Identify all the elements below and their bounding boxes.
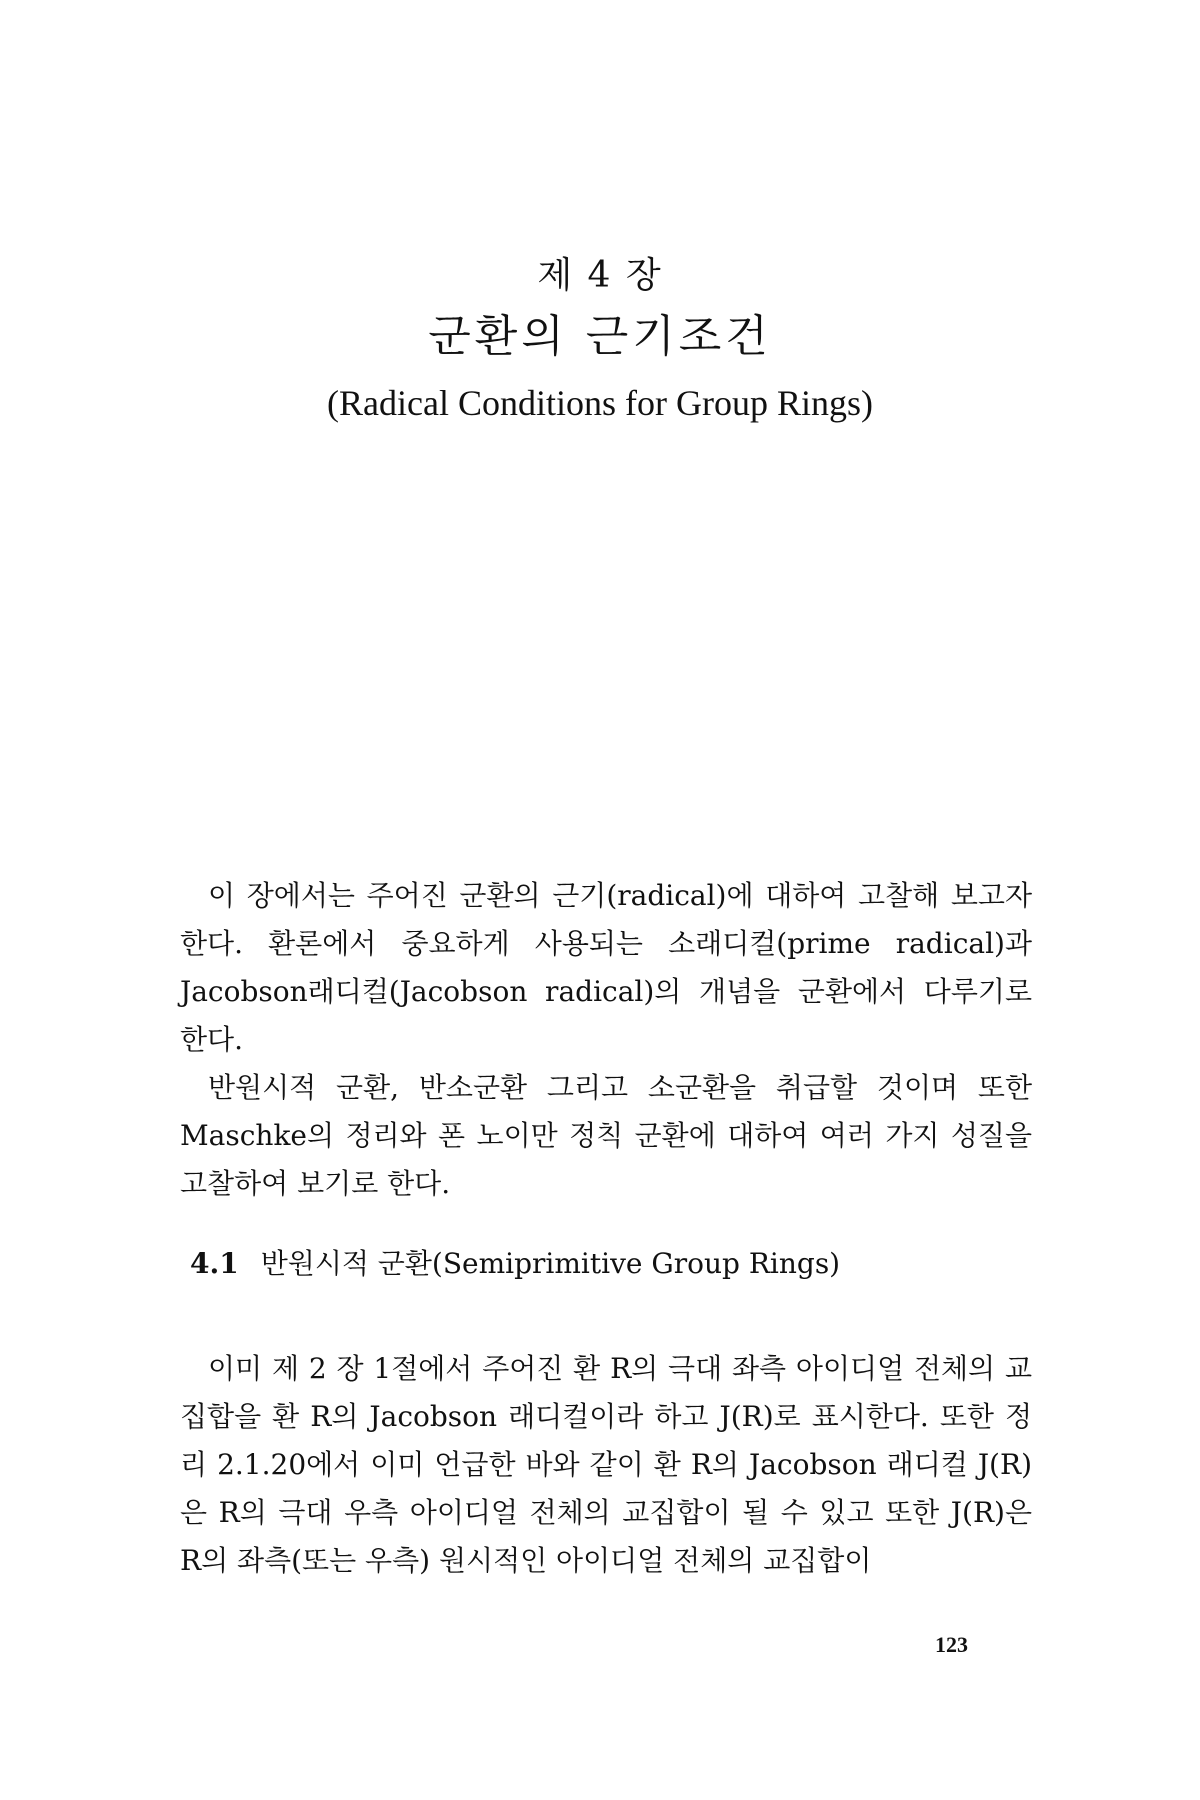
page-number: 123 bbox=[935, 1632, 968, 1657]
intro-paragraph: 이 장에서는 주어진 군환의 근기(radical)에 대하여 고찰해 보고자 한다. 환론에서 중요하게 사용되는 소래디컬(prime radical)과 Jacobson래디컬(Jacobson radical)의 개념을 군환에서 다루기로 한다. bbox=[180, 879, 1032, 1056]
section-paragraph: 이미 제 2 장 1절에서 주어진 환 R의 극대 좌측 아이디얼 전체의 교집합을 환 R의 Jacobson 래디컬이라 하고 J(R)로 표시한다. 또한 정리 2.1.20에서 이미 언급한 바와 같이 환 R의 Jacobson 래디컬 J(R)은 R의 극대 우측 아이디얼 전체의 교집합이 될 수 있고 또한 J(R)은 R의 좌측(또는 우측) 원시적인 아이디얼 전체의 교집합이 bbox=[180, 1352, 1032, 1577]
section-title: 반원시적 군환(Semiprimitive Group Rings) bbox=[260, 1247, 841, 1280]
section-body bbox=[180, 1345, 1032, 1585]
chapter-header bbox=[0, 250, 1200, 434]
chapter-title-english: (Radical Conditions for Group Rings) bbox=[327, 383, 873, 423]
chapter-title-korean: 군환의 근기조건 bbox=[428, 311, 772, 362]
chapter-introduction bbox=[180, 872, 1032, 1208]
section-heading bbox=[190, 1244, 840, 1284]
chapter-number: 제 4 장 bbox=[537, 255, 663, 296]
section-number: 4.1 bbox=[190, 1247, 239, 1280]
intro-paragraph: 반원시적 군환, 반소군환 그리고 소군환을 취급할 것이며 또한 Maschke의 정리와 폰 노이만 정칙 군환에 대하여 여러 가지 성질을 고찰하여 보기로 한다. bbox=[180, 1071, 1032, 1200]
